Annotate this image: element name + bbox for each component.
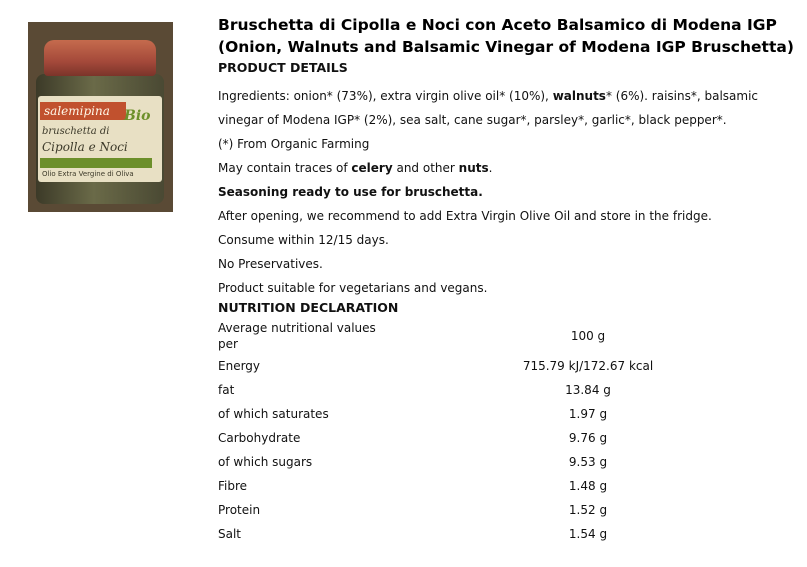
consume-note: Consume within 12/15 days. (218, 233, 389, 247)
allergen-nuts: nuts (458, 161, 489, 175)
jar-brand-text: salemipina (40, 102, 126, 120)
product-title (218, 14, 798, 58)
nutrition-row-value: 9.76 g (568, 431, 608, 445)
nutrition-row-label: Salt (218, 527, 242, 541)
allergen-celery: celery (351, 161, 393, 175)
ingredients-part1: Ingredients: onion* (73%), extra virgin olive oil* (10%), (218, 89, 553, 103)
nutrition-table (218, 318, 798, 546)
ingredients-text (218, 84, 798, 132)
preservatives-note: No Preservatives. (218, 257, 323, 271)
nutrition-header-row (218, 318, 798, 354)
nutrition-row-value: 13.84 g (565, 383, 611, 397)
suitability-note: Product suitable for vegetarians and vegans. (218, 281, 488, 295)
ingredients-part2: * (6%). raisins*, balsamic vinegar of Modena IGP* (2%), sea salt, cane sugar*, parsley*, garlic*, black pepper*. (218, 89, 759, 127)
jar-bio-mark: Bio (124, 108, 151, 124)
jar-label-line3: Olio Extra Vergine di Oliva (42, 170, 134, 178)
nutrition-row (218, 450, 798, 474)
storage-note: After opening, we recommend to add Extra Virgin Olive Oil and store in the fridge. (218, 209, 712, 223)
nutrition-row-value: 1.48 g (568, 479, 608, 493)
nutrition-row-label: Energy (218, 359, 261, 373)
nutrition-row (218, 426, 798, 450)
nutrition-row (218, 378, 798, 402)
jar-stripe (40, 158, 152, 168)
allergens-note (218, 156, 798, 180)
jar-label-line1: bruschetta di (42, 126, 110, 137)
ingredients-walnuts: walnuts (552, 89, 606, 103)
product-details-heading: PRODUCT DETAILS (218, 60, 348, 75)
nutrition-header-label: Average nutritional values per (218, 321, 376, 351)
organic-note: (*) From Organic Farming (218, 137, 370, 151)
nutrition-row-value: 9.53 g (568, 455, 608, 469)
nutrition-row (218, 474, 798, 498)
nutrition-row (218, 402, 798, 426)
allergens-suffix: . (488, 161, 493, 175)
jar-label-line2: Cipolla e Noci (42, 140, 128, 154)
nutrition-row (218, 522, 798, 546)
nutrition-row-value: 715.79 kJ/172.67 kcal (522, 359, 654, 373)
nutrition-header-value: 100 g (570, 329, 606, 343)
title-italian: Bruschetta di Cipolla e Noci con Aceto Balsamico di Modena IGP (218, 16, 777, 34)
title-english: (Onion, Walnuts and Balsamic Vinegar of Modena IGP Bruschetta) (218, 38, 794, 56)
nutrition-row-label: Protein (218, 503, 261, 517)
seasoning-note-text: Seasoning ready to use for bruschetta. (218, 185, 483, 199)
product-image (28, 22, 173, 212)
nutrition-row (218, 354, 798, 378)
seasoning-note (218, 180, 798, 204)
allergens-middle: and other (392, 161, 459, 175)
nutrition-row-label: Carbohydrate (218, 431, 301, 445)
nutrition-heading: NUTRITION DECLARATION (218, 300, 399, 315)
jar-lid (44, 40, 156, 76)
allergens-prefix: May contain traces of (218, 161, 352, 175)
nutrition-row-label: of which sugars (218, 455, 313, 469)
nutrition-row-label: Fibre (218, 479, 248, 493)
nutrition-row (218, 498, 798, 522)
nutrition-row-value: 1.54 g (568, 527, 608, 541)
product-content (218, 14, 798, 546)
nutrition-row-value: 1.52 g (568, 503, 608, 517)
nutrition-row-value: 1.97 g (568, 407, 608, 421)
nutrition-row-label: fat (218, 383, 235, 397)
nutrition-row-label: of which saturates (218, 407, 329, 421)
